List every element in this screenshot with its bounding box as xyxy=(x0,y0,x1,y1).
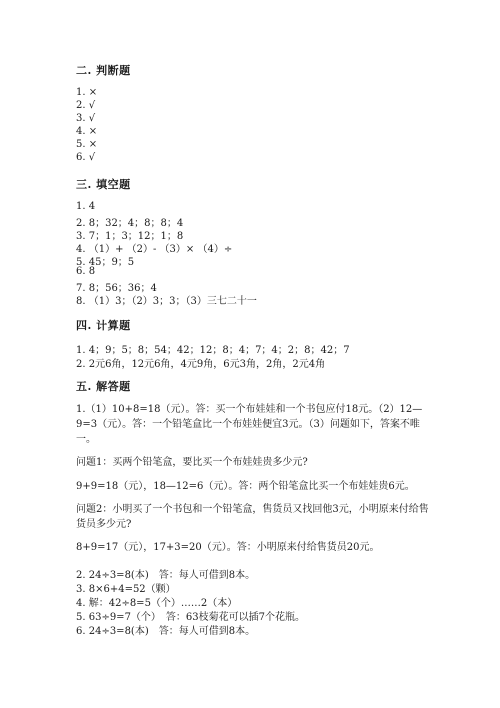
fill-answer-4: 4. （1）+ （2）- （3）× （4）÷ xyxy=(76,244,233,255)
fill-answer-5: 5. 45；9；5 xyxy=(76,257,135,268)
judgment-answer-5: 5. × xyxy=(76,139,98,150)
calc-answer-1: 1. 4；9；5；8；54；42；12；8；4；7；4；2；8；42；7 xyxy=(76,345,350,356)
judgment-answer-6: 6. √ xyxy=(76,152,96,163)
fill-answer-6: 6. 8 xyxy=(76,266,96,277)
word-answer-4: 4. 解：42÷8=5（个）……2（本） xyxy=(76,598,238,609)
question-2-paragraph: 问题2：小明买了一个书包和一个铅笔盒，售货员又找回他3元，小明原来付给售货员多少元? xyxy=(76,504,429,530)
word-answer-2: 2. 24÷3=8(本) 答：每人可借到8本。 xyxy=(76,570,256,581)
calc-answer-2: 2. 2元6角，12元6角，4元9角，6元3角，2角，2元4角 xyxy=(76,359,326,370)
word-answer-6: 6. 24÷3=8(本) 答：每人可借到8本。 xyxy=(76,626,256,637)
section-title-word-problems: 五. 解答题 xyxy=(76,380,131,393)
question-2-answer: 8+9=17（元），17+3=20（元）。答：小明原来付给售货员20元。 xyxy=(76,542,380,553)
judgment-answer-1: 1. × xyxy=(76,87,98,98)
fill-answer-2: 2. 8；32；4；8；8；4 xyxy=(76,218,184,229)
section-title-judgment: 二. 判断题 xyxy=(76,64,131,77)
question-1-answer: 9+9=18（元），18—12=6（元）。答：两个铅笔盒比买一个布娃娃贵6元。 xyxy=(76,481,415,492)
fill-answer-1: 1. 4 xyxy=(76,201,96,212)
judgment-answer-3: 3. √ xyxy=(76,113,96,124)
question-1-paragraph: 问题1：买两个铅笔盒，要比买一个布娃娃贵多少元? xyxy=(76,457,308,468)
fill-answer-8: 8. （1）3；（2）3；3；（3）三七二十一 xyxy=(76,296,257,307)
judgment-answer-4: 4. × xyxy=(76,126,98,137)
word-answer-1-paragraph: 1.（1）10+8=18（元）。答：买一个布娃娃和一个书包应付18元。（2）12—9=3（元）。答：一个铅笔盒比一个布娃娃便宜3元。（3）问题如下，答案不唯一。 xyxy=(76,404,423,445)
section-title-fill-blank: 三. 填空题 xyxy=(76,178,131,191)
fill-answer-3: 3. 7；1；3；12；1；8 xyxy=(76,231,184,242)
word-answer-5: 5. 63÷9=7（个） 答：63枝菊花可以插7个花瓶。 xyxy=(76,612,306,623)
fill-answer-7: 7. 8；56；36；4 xyxy=(76,283,157,294)
section-title-calculation: 四. 计算题 xyxy=(76,319,131,332)
judgment-answer-2: 2. √ xyxy=(76,100,96,111)
word-answer-3: 3. 8×6+4=52（颗） xyxy=(76,584,176,595)
